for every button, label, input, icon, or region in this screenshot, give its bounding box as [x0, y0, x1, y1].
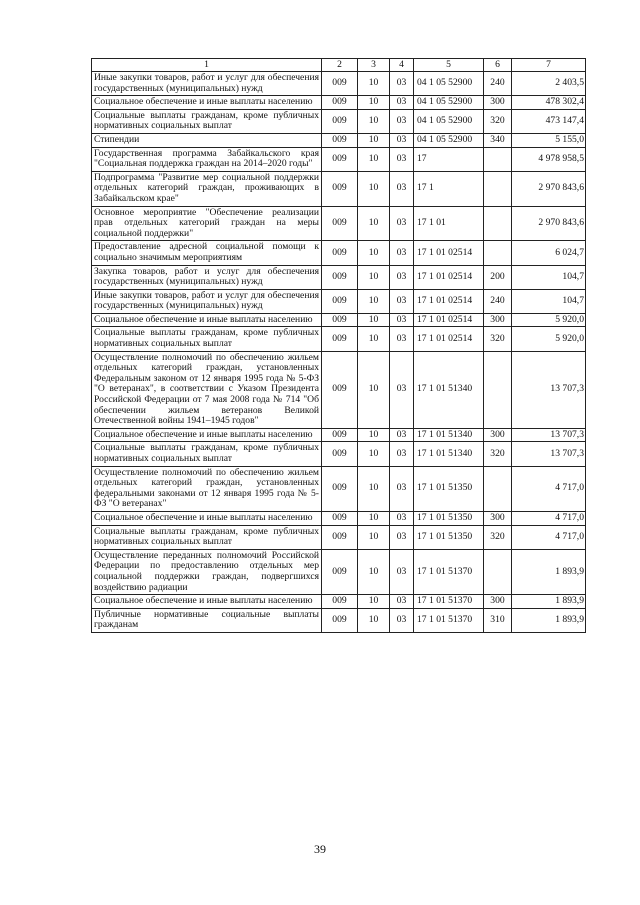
row-subsection-cell: 03	[390, 525, 414, 549]
row-target-article-cell: 04 1 05 52900	[414, 109, 484, 133]
row-amount-cell: 1 893,9	[512, 549, 586, 594]
row-section-cell: 10	[358, 133, 390, 147]
table-row	[92, 351, 586, 428]
row-amount-cell: 13 707,3	[512, 442, 586, 466]
row-admin-code-cell: 009	[322, 351, 358, 428]
row-name-cell: Закупка товаров, работ и услуг для обеспечения государственных (муниципальных) нужд	[92, 265, 322, 289]
row-target-article-cell: 17 1 01 51340	[414, 428, 484, 442]
row-name-cell: Стипендии	[92, 133, 322, 147]
row-name-cell: Осуществление переданных полномочий Российской Федерации по предоставлению отдельных мер социальной поддержки граждан, подвергшихся воздействию радиации	[92, 549, 322, 594]
column-header: 5	[414, 59, 484, 72]
row-admin-code-cell: 009	[322, 133, 358, 147]
row-name-cell: Социальное обеспечение и иные выплаты населению	[92, 313, 322, 327]
row-amount-cell: 2 970 843,6	[512, 171, 586, 206]
row-subsection-cell: 03	[390, 171, 414, 206]
table-row	[92, 313, 586, 327]
row-expense-type-cell	[484, 549, 512, 594]
row-admin-code-cell: 009	[322, 206, 358, 241]
row-admin-code-cell: 009	[322, 72, 358, 96]
row-name-cell: Социальные выплаты гражданам, кроме публичных нормативных социальных выплат	[92, 525, 322, 549]
row-subsection-cell: 03	[390, 428, 414, 442]
row-subsection-cell: 03	[390, 442, 414, 466]
row-name-cell: Государственная программа Забайкальского края "Социальная поддержка граждан на 2014–2020 годы"	[92, 147, 322, 171]
row-target-article-cell: 17 1 01 02514	[414, 313, 484, 327]
row-target-article-cell: 17 1 01 02514	[414, 241, 484, 265]
row-subsection-cell: 03	[390, 133, 414, 147]
row-section-cell: 10	[358, 96, 390, 110]
row-subsection-cell: 03	[390, 608, 414, 632]
row-expense-type-cell: 300	[484, 96, 512, 110]
table-row	[92, 147, 586, 171]
row-expense-type-cell: 310	[484, 608, 512, 632]
table-row	[92, 171, 586, 206]
row-amount-cell: 4 717,0	[512, 511, 586, 525]
row-section-cell: 10	[358, 241, 390, 265]
row-target-article-cell: 04 1 05 52900	[414, 96, 484, 110]
column-header: 3	[358, 59, 390, 72]
table-row	[92, 241, 586, 265]
row-expense-type-cell: 300	[484, 428, 512, 442]
row-admin-code-cell: 009	[322, 313, 358, 327]
row-target-article-cell: 17 1 01 02514	[414, 289, 484, 313]
row-subsection-cell: 03	[390, 206, 414, 241]
row-name-cell: Осуществление полномочий по обеспечению жильем отдельных категорий граждан, установленных Федеральным законом от 12 января 1995 года № 5-ФЗ "О ветеранах", в соответствии с Указом Президента Российской Федерации от 7 мая 2008 года № 714 "Об обеспечении жильем ветеранов Великой Отечественной войны 1941–1945 годов"	[92, 351, 322, 428]
row-expense-type-cell: 300	[484, 511, 512, 525]
row-section-cell: 10	[358, 466, 390, 511]
row-admin-code-cell: 009	[322, 549, 358, 594]
row-name-cell: Иные закупки товаров, работ и услуг для обеспечения государственных (муниципальных) нужд	[92, 289, 322, 313]
table-row	[92, 549, 586, 594]
row-expense-type-cell	[484, 147, 512, 171]
row-name-cell: Предоставление адресной социальной помощи к социально значимым мероприятиям	[92, 241, 322, 265]
row-admin-code-cell: 009	[322, 525, 358, 549]
row-admin-code-cell: 009	[322, 265, 358, 289]
row-section-cell: 10	[358, 72, 390, 96]
row-amount-cell: 104,7	[512, 265, 586, 289]
row-admin-code-cell: 009	[322, 171, 358, 206]
table-row	[92, 442, 586, 466]
column-header: 4	[390, 59, 414, 72]
row-admin-code-cell: 009	[322, 327, 358, 351]
table-row	[92, 96, 586, 110]
row-subsection-cell: 03	[390, 327, 414, 351]
row-admin-code-cell: 009	[322, 595, 358, 609]
row-subsection-cell: 03	[390, 351, 414, 428]
row-amount-cell: 5 155,0	[512, 133, 586, 147]
row-target-article-cell: 17 1 01 51370	[414, 549, 484, 594]
row-section-cell: 10	[358, 608, 390, 632]
row-section-cell: 10	[358, 327, 390, 351]
row-subsection-cell: 03	[390, 313, 414, 327]
budget-table	[91, 58, 586, 633]
row-section-cell: 10	[358, 313, 390, 327]
row-section-cell: 10	[358, 351, 390, 428]
row-admin-code-cell: 009	[322, 442, 358, 466]
table-row	[92, 265, 586, 289]
row-amount-cell: 2 403,5	[512, 72, 586, 96]
row-expense-type-cell: 320	[484, 442, 512, 466]
row-name-cell: Социальное обеспечение и иные выплаты населению	[92, 511, 322, 525]
row-subsection-cell: 03	[390, 549, 414, 594]
row-name-cell: Социальные выплаты гражданам, кроме публичных нормативных социальных выплат	[92, 327, 322, 351]
row-subsection-cell: 03	[390, 241, 414, 265]
table-row	[92, 289, 586, 313]
row-subsection-cell: 03	[390, 511, 414, 525]
row-expense-type-cell: 240	[484, 289, 512, 313]
row-subsection-cell: 03	[390, 96, 414, 110]
page-number: 39	[314, 842, 326, 856]
row-amount-cell: 473 147,4	[512, 109, 586, 133]
table-body	[92, 72, 586, 633]
column-header: 1	[92, 59, 322, 72]
table-row	[92, 595, 586, 609]
row-admin-code-cell: 009	[322, 466, 358, 511]
row-name-cell: Социальное обеспечение и иные выплаты населению	[92, 96, 322, 110]
row-amount-cell: 104,7	[512, 289, 586, 313]
row-name-cell: Иные закупки товаров, работ и услуг для обеспечения государственных (муниципальных) нужд	[92, 72, 322, 96]
row-amount-cell: 6 024,7	[512, 241, 586, 265]
row-target-article-cell: 17 1 01 51370	[414, 595, 484, 609]
row-expense-type-cell: 320	[484, 109, 512, 133]
table-row	[92, 525, 586, 549]
row-section-cell: 10	[358, 428, 390, 442]
row-target-article-cell: 17 1 01 02514	[414, 327, 484, 351]
row-amount-cell: 5 920,0	[512, 313, 586, 327]
table-row	[92, 466, 586, 511]
row-target-article-cell: 17 1 01 51350	[414, 511, 484, 525]
row-amount-cell: 4 717,0	[512, 466, 586, 511]
row-name-cell: Осуществление полномочий по обеспечению жильем отдельных категорий граждан, установленных федеральными законами от 12 января 1995 года № 5-ФЗ "О ветеранах"	[92, 466, 322, 511]
row-name-cell: Публичные нормативные социальные выплаты гражданам	[92, 608, 322, 632]
row-amount-cell: 13 707,3	[512, 351, 586, 428]
row-expense-type-cell	[484, 241, 512, 265]
row-amount-cell: 13 707,3	[512, 428, 586, 442]
row-section-cell: 10	[358, 147, 390, 171]
row-name-cell: Основное мероприятие "Обеспечение реализации прав отдельных категорий граждан на меры социальной поддержки"	[92, 206, 322, 241]
table-row	[92, 428, 586, 442]
row-target-article-cell: 17 1 01 51370	[414, 608, 484, 632]
column-header: 6	[484, 59, 512, 72]
row-subsection-cell: 03	[390, 109, 414, 133]
row-admin-code-cell: 009	[322, 289, 358, 313]
row-amount-cell: 4 978 958,5	[512, 147, 586, 171]
table-row	[92, 109, 586, 133]
row-target-article-cell: 17	[414, 147, 484, 171]
row-subsection-cell: 03	[390, 595, 414, 609]
row-amount-cell: 5 920,0	[512, 327, 586, 351]
row-expense-type-cell: 300	[484, 595, 512, 609]
row-name-cell: Социальные выплаты гражданам, кроме публичных нормативных социальных выплат	[92, 442, 322, 466]
row-section-cell: 10	[358, 442, 390, 466]
row-admin-code-cell: 009	[322, 608, 358, 632]
row-amount-cell: 1 893,9	[512, 595, 586, 609]
table-row	[92, 206, 586, 241]
row-admin-code-cell: 009	[322, 428, 358, 442]
row-expense-type-cell	[484, 466, 512, 511]
table-row	[92, 511, 586, 525]
column-header: 2	[322, 59, 358, 72]
row-expense-type-cell	[484, 171, 512, 206]
row-name-cell: Социальное обеспечение и иные выплаты населению	[92, 428, 322, 442]
row-target-article-cell: 17 1 01 51340	[414, 442, 484, 466]
row-subsection-cell: 03	[390, 289, 414, 313]
row-target-article-cell: 04 1 05 52900	[414, 72, 484, 96]
row-section-cell: 10	[358, 549, 390, 594]
row-amount-cell: 1 893,9	[512, 608, 586, 632]
row-section-cell: 10	[358, 525, 390, 549]
row-section-cell: 10	[358, 511, 390, 525]
row-section-cell: 10	[358, 289, 390, 313]
row-admin-code-cell: 009	[322, 511, 358, 525]
row-name-cell: Социальные выплаты гражданам, кроме публичных нормативных социальных выплат	[92, 109, 322, 133]
row-admin-code-cell: 009	[322, 147, 358, 171]
row-target-article-cell: 17 1 01 51350	[414, 466, 484, 511]
row-expense-type-cell: 200	[484, 265, 512, 289]
row-expense-type-cell	[484, 206, 512, 241]
row-section-cell: 10	[358, 265, 390, 289]
row-admin-code-cell: 009	[322, 96, 358, 110]
row-name-cell: Социальное обеспечение и иные выплаты населению	[92, 595, 322, 609]
row-admin-code-cell: 009	[322, 241, 358, 265]
row-target-article-cell: 17 1 01	[414, 206, 484, 241]
row-amount-cell: 478 302,4	[512, 96, 586, 110]
table-row	[92, 608, 586, 632]
row-target-article-cell: 17 1 01 02514	[414, 265, 484, 289]
table-header-row	[92, 59, 586, 72]
table-row	[92, 72, 586, 96]
row-subsection-cell: 03	[390, 265, 414, 289]
table-row	[92, 133, 586, 147]
row-expense-type-cell: 340	[484, 133, 512, 147]
row-section-cell: 10	[358, 206, 390, 241]
row-name-cell: Подпрограмма "Развитие мер социальной поддержки отдельных категорий граждан, проживающих в Забайкальском крае"	[92, 171, 322, 206]
row-amount-cell: 4 717,0	[512, 525, 586, 549]
row-subsection-cell: 03	[390, 72, 414, 96]
table-row	[92, 327, 586, 351]
row-target-article-cell: 17 1	[414, 171, 484, 206]
row-section-cell: 10	[358, 171, 390, 206]
row-expense-type-cell: 240	[484, 72, 512, 96]
row-admin-code-cell: 009	[322, 109, 358, 133]
row-amount-cell: 2 970 843,6	[512, 206, 586, 241]
row-expense-type-cell	[484, 351, 512, 428]
column-header: 7	[512, 59, 586, 72]
row-section-cell: 10	[358, 109, 390, 133]
row-section-cell: 10	[358, 595, 390, 609]
row-target-article-cell: 17 1 01 51350	[414, 525, 484, 549]
row-expense-type-cell: 320	[484, 525, 512, 549]
row-subsection-cell: 03	[390, 466, 414, 511]
row-expense-type-cell: 300	[484, 313, 512, 327]
row-subsection-cell: 03	[390, 147, 414, 171]
row-expense-type-cell: 320	[484, 327, 512, 351]
row-target-article-cell: 04 1 05 52900	[414, 133, 484, 147]
row-target-article-cell: 17 1 01 51340	[414, 351, 484, 428]
